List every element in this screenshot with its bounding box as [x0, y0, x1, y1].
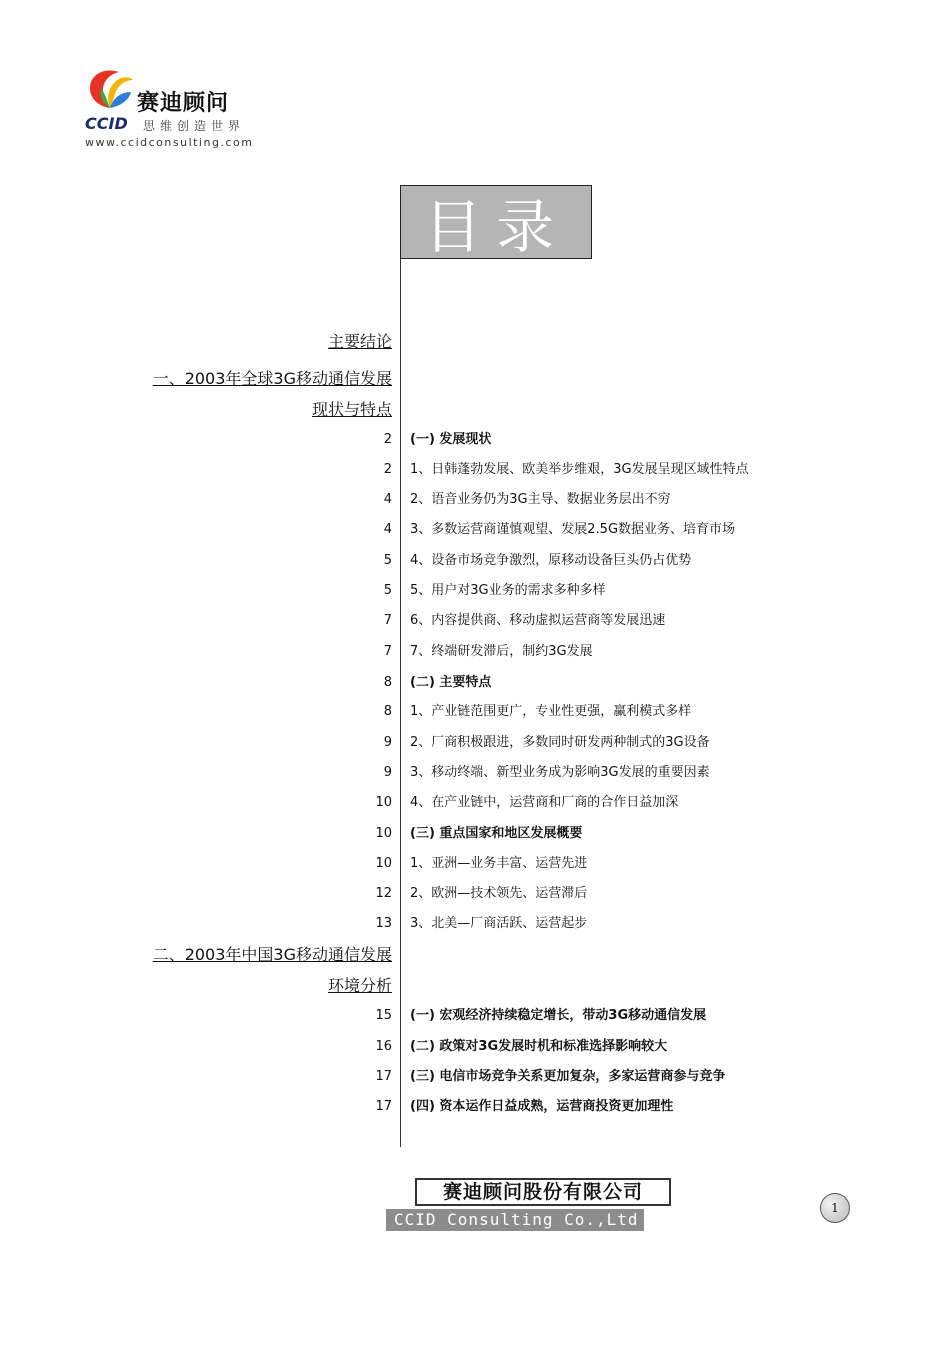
page-number: 1	[820, 1193, 850, 1223]
toc-entry-text: 1、日韩蓬勃发展、欧美举步维艰，3G发展呈现区域性特点	[410, 462, 749, 477]
toc-entry-text: 3、北美—厂商活跃、运营起步	[410, 916, 588, 931]
toc-page-number: 10	[375, 826, 392, 841]
toc-entry[interactable]	[0, 912, 950, 936]
toc-entry[interactable]	[0, 458, 950, 482]
toc-divider-line	[400, 185, 401, 1147]
toc-page-number: 5	[383, 553, 392, 568]
toc-entry[interactable]	[0, 1004, 950, 1028]
toc-entry-text: (一) 发展现状	[410, 432, 492, 447]
toc-page-number: 12	[375, 886, 392, 901]
footer-company-banner	[386, 1178, 676, 1234]
toc-entry-text: (三) 电信市场竞争关系更加复杂，多家运营商参与竞争	[410, 1069, 726, 1084]
toc-entry-text: 7、终端研发滞后，制约3G发展	[410, 644, 593, 659]
toc-entry[interactable]	[0, 671, 950, 695]
toc-page-number: 10	[375, 856, 392, 871]
company-name-cn: 赛迪顾问股份有限公司	[415, 1178, 671, 1206]
toc-entry[interactable]	[0, 488, 950, 512]
toc-page-number: 7	[383, 644, 392, 659]
page-title: 目录	[400, 185, 592, 259]
toc-entry-text: 4、在产业链中，运营商和厂商的合作日益加深	[410, 795, 679, 810]
toc-entry[interactable]	[0, 1035, 950, 1059]
toc-entry[interactable]	[0, 1065, 950, 1089]
toc-entry[interactable]	[0, 518, 950, 542]
toc-entry[interactable]	[0, 700, 950, 724]
section-heading-2[interactable]: 二、2003年中国3G移动通信发展	[152, 945, 392, 964]
toc-page-number: 2	[383, 462, 392, 477]
toc-entry-text: 3、移动终端、新型业务成为影响3G发展的重要因素	[410, 765, 710, 780]
toc-entry-text: (四) 资本运作日益成熟，运营商投资更加理性	[410, 1099, 674, 1114]
toc-entry-text: (二) 主要特点	[410, 675, 492, 690]
ccid-swirl-icon	[85, 68, 135, 114]
toc-entry-text: (三) 重点国家和地区发展概要	[410, 826, 583, 841]
toc-entry[interactable]	[0, 822, 950, 846]
toc-page-number: 4	[383, 522, 392, 537]
toc-page-number: 9	[383, 765, 392, 780]
toc-entry-text: 6、内容提供商、移动虚拟运营商等发展迅速	[410, 613, 666, 628]
toc-entry-text: (二) 政策对3G发展时机和标准选择影响较大	[410, 1039, 668, 1054]
section-heading-main-conclusions[interactable]: 主要结论	[327, 332, 392, 351]
toc-page-number: 2	[383, 432, 392, 447]
toc-page-number: 13	[375, 916, 392, 931]
toc-page-number: 16	[375, 1039, 392, 1054]
section-heading-2-cont[interactable]: 环境分析	[327, 976, 392, 995]
toc-page-number: 10	[375, 795, 392, 810]
toc-entry-text: 2、欧洲—技术领先、运营滞后	[410, 886, 588, 901]
company-name-en: CCID Consulting Co.,Ltd	[386, 1209, 644, 1231]
toc-entry[interactable]	[0, 579, 950, 603]
toc-page-number: 5	[383, 583, 392, 598]
ccid-logo	[85, 68, 275, 153]
toc-entry-text: 2、语音业务仍为3G主导、数据业务层出不穷	[410, 492, 671, 507]
toc-entry[interactable]	[0, 882, 950, 906]
section-heading-1[interactable]: 一、2003年全球3G移动通信发展	[152, 369, 392, 388]
toc-page-number: 8	[383, 675, 392, 690]
toc-entry[interactable]	[0, 791, 950, 815]
toc-page-number: 7	[383, 613, 392, 628]
section-heading-1-cont[interactable]: 现状与特点	[311, 400, 392, 419]
brand-slogan: 思维创造世界	[143, 119, 246, 133]
brand-name-cn: 赛迪顾问	[137, 91, 230, 116]
toc-entry[interactable]	[0, 640, 950, 664]
toc-entry-text: 5、用户对3G业务的需求多种多样	[410, 583, 606, 598]
toc-page-number: 15	[375, 1008, 392, 1023]
toc-entry-text: 3、多数运营商谨慎观望、发展2.5G数据业务、培育市场	[410, 522, 736, 537]
toc-entry[interactable]	[0, 731, 950, 755]
toc-page-number: 8	[383, 704, 392, 719]
toc-entry-text: 1、产业链范围更广，专业性更强，赢利模式多样	[410, 704, 692, 719]
toc-page-number: 4	[383, 492, 392, 507]
toc-entry-text: (一) 宏观经济持续稳定增长，带动3G移动通信发展	[410, 1008, 707, 1023]
toc-entry-text: 2、厂商积极跟进，多数同时研发两种制式的3G设备	[410, 735, 710, 750]
toc-entry[interactable]	[0, 549, 950, 573]
toc-page-number: 17	[375, 1099, 392, 1114]
toc-entry[interactable]	[0, 761, 950, 785]
website-url: www.ccidconsulting.com	[85, 136, 254, 149]
toc-entry[interactable]	[0, 609, 950, 633]
toc-entry[interactable]	[0, 428, 950, 452]
toc-entry-text: 4、设备市场竞争激烈，原移动设备巨头仍占优势	[410, 553, 692, 568]
toc-page-number: 17	[375, 1069, 392, 1084]
toc-entry[interactable]	[0, 1095, 950, 1119]
toc-entry-text: 1、亚洲—业务丰富、运营先进	[410, 856, 588, 871]
brand-name-en: CCID	[85, 114, 128, 133]
toc-page-number: 9	[383, 735, 392, 750]
toc-entry[interactable]	[0, 852, 950, 876]
